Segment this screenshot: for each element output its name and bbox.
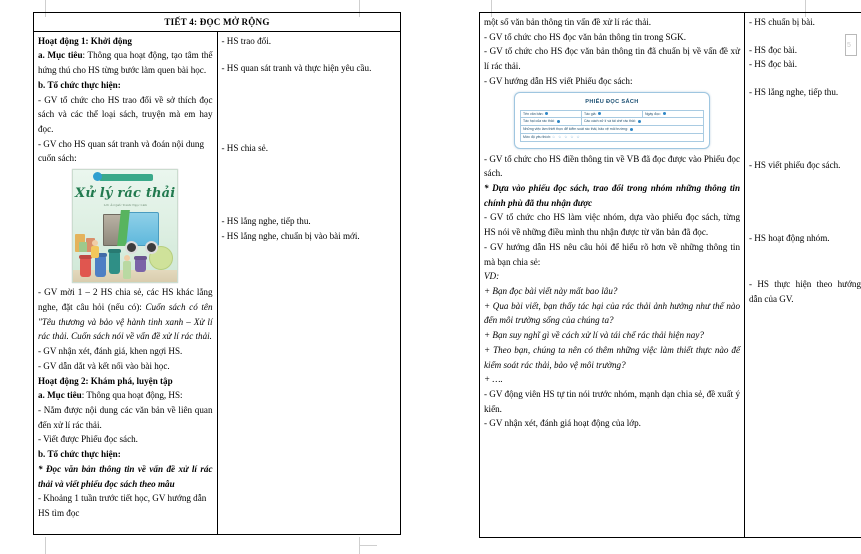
left-line-5: - GV dẫn dắt và kết nối vào bài học. xyxy=(38,360,170,371)
left-line-3-italic: Cuốn sách có tên "Têu thương và bảo vệ hành tinh xanh – Xử lí rác thải. Cuốn sách nói về vấn đề xử lí rác thải. xyxy=(38,301,213,342)
student-action-r1: - HS chuẩn bị bài. xyxy=(749,17,815,27)
student-action-r6: - HS hoạt động nhóm. xyxy=(749,232,830,243)
activity-2-item-2: - Viết được Phiếu đọc sách. xyxy=(38,434,138,445)
student-action-1: - HS trao đổi. xyxy=(221,35,272,46)
activity-1-heading: Hoạt động 1: Khởi động xyxy=(38,35,132,46)
left-main-column xyxy=(34,31,218,534)
goal-2-text: : Thông qua hoạt động, HS: xyxy=(81,390,183,401)
right-line-5: - GV tổ chức cho HS làm việc nhóm, dựa vào phiếu đọc sách, từng HS nói về những điều mình thu nhận được từ văn bản đã đọc. xyxy=(484,212,740,238)
child-figure-a xyxy=(123,255,131,279)
left-line-3 xyxy=(38,285,213,344)
reading-card-title: PHIẾU ĐỌC SÁCH xyxy=(585,98,639,105)
card-field-actions: Những việc làm thiết thực để kiểm soát rác thải, bảo vệ môi trường: xyxy=(521,126,704,134)
organization-2-label: b. Tổ chức thực hiện: xyxy=(38,449,121,460)
page-number-bracket: 5 xyxy=(845,34,857,56)
card-row-2 xyxy=(521,118,704,126)
card-field-title: Tên văn bản: xyxy=(521,110,582,118)
left-line-2: - GV cho HS quan sát tranh và đoán nội dung cuốn sách: xyxy=(38,138,205,164)
student-action-4: - HS lắng nghe, tiếp thu. xyxy=(221,215,311,226)
card-field-methods: Các cách xử lí và tái chế rác thải: xyxy=(582,118,704,126)
student-action-r5: - HS viết phiếu đọc sách. xyxy=(749,159,841,170)
book-cover-figure xyxy=(38,166,213,285)
trash-bin-purple-icon xyxy=(135,259,146,272)
right-line-8: - GV nhận xét, đánh giá hoạt động của lớp. xyxy=(484,418,641,429)
activity-2-goal xyxy=(38,388,213,403)
book-cover-title: Xử lý rác thải xyxy=(75,186,176,202)
card-row-4 xyxy=(521,133,704,141)
goal-text: : Thông qua hoạt động, tạo tâm thế hứng thú cho HS từng bước làm quen bài học. xyxy=(38,50,213,76)
field-dot-icon xyxy=(598,112,601,115)
trash-bin-blue-icon xyxy=(95,256,106,277)
card-field-author: Tác giả: xyxy=(582,110,643,118)
reading-card-grid xyxy=(520,110,704,142)
cover-banner-decor xyxy=(99,174,153,181)
child-figure-b xyxy=(91,240,99,258)
field-dot-icon xyxy=(638,120,641,123)
organization-label: b. Tổ chức thực hiện: xyxy=(38,79,121,90)
example-question-4: + Theo bạn, chúng ta nên có thêm những việc làm thiết thực nào để kiểm soát rác thải, bảo vệ môi trường? xyxy=(484,344,740,370)
card-field-date: Ngày đọc: xyxy=(643,110,704,118)
student-action-5: - HS lắng nghe, chuẩn bị vào bài mới. xyxy=(221,230,360,241)
trash-bin-teal-icon xyxy=(109,252,120,274)
right-line-6: - GV hướng dẫn HS nêu câu hỏi để hiểu rõ hơn về những thông tin mà bạn chia sẻ: xyxy=(484,241,740,267)
student-action-r3: - HS đọc bài. xyxy=(749,59,797,70)
right-main-column xyxy=(480,13,745,538)
card-field-rating: Mức độ yêu thích: ☆ ☆ ☆ ☆ ☆ xyxy=(521,133,704,141)
goal-2-label: a. Mục tiêu xyxy=(38,390,82,401)
field-dot-icon xyxy=(545,112,548,115)
card-row-3 xyxy=(521,126,704,134)
reading-card xyxy=(514,92,710,149)
activity-2-star-line: * Đọc văn bản thông tin về vấn đề xử lí rác thải và viết phiếu đọc sách theo mẫu xyxy=(38,463,213,489)
left-line-3-plain: - GV mời 1 – 2 HS chia sẻ, các HS khác lắng nghe, đặt câu hỏi (nếu có): xyxy=(38,287,213,312)
crop-mark-bottom-left-h xyxy=(360,545,377,546)
activity-2-heading: Hoạt động 2: Khám phá, luyện tập xyxy=(38,375,173,386)
card-row-1 xyxy=(521,110,704,118)
right-line-2: - GV tổ chức cho HS đọc văn bản thông tin đã chuẩn bị về vấn đề xử lí rác thải. xyxy=(484,46,740,72)
example-question-3: + Bạn suy nghĩ gì về cách xử lí và tái chế rác thải hiện nay? xyxy=(484,330,704,341)
student-action-2: - HS quan sát tranh và thực hiện yêu cầu. xyxy=(221,63,372,74)
garbage-truck-icon xyxy=(103,210,167,254)
activity-1-goal xyxy=(38,48,213,77)
right-star-line: * Dựa vào phiếu đọc sách, trao đổi trong nhóm những thông tin chính phù đã thu nhận được xyxy=(484,182,740,208)
right-line-3: - GV hướng dẫn HS viết Phiếu đọc sách: xyxy=(484,75,633,86)
right-lesson-table xyxy=(479,12,861,538)
goal-label: a. Mục tiêu xyxy=(38,50,83,61)
rating-stars-icon: ☆ ☆ ☆ ☆ ☆ xyxy=(552,134,581,139)
example-label: VD: xyxy=(484,271,500,282)
trash-bin-red-icon xyxy=(80,258,91,277)
student-action-r7: - HS thực hiện theo hướng dẫn của GV. xyxy=(749,279,861,305)
left-line-1: - GV tổ chức cho HS trao đổi về sở thích đọc sách và các thể loại sách, truyện mà em hay đọc. xyxy=(38,94,213,135)
field-dot-icon xyxy=(663,112,666,115)
example-question-2: + Qua bài viết, bạn thấy tác hại của rác thải ảnh hưởng như thế nào đến môi trường sống của chúng ta? xyxy=(484,300,740,326)
reading-card-figure xyxy=(484,89,740,152)
student-action-r4: - HS lắng nghe, tiếp thu. xyxy=(749,87,839,98)
left-lesson-table xyxy=(33,12,401,535)
student-action-r2: - HS đọc bài. xyxy=(749,44,797,55)
field-dot-icon xyxy=(630,128,633,131)
student-action-3: - HS chia sẻ. xyxy=(221,143,268,154)
activity-2-item-1: - Nắm được nội dung các văn bản về liên quan đến xử lí rác thải. xyxy=(38,404,213,430)
field-dot-icon xyxy=(557,120,560,123)
left-page xyxy=(33,12,401,535)
right-page xyxy=(479,12,861,538)
right-body-row xyxy=(480,13,861,538)
left-body-row xyxy=(34,31,401,534)
book-cover-image xyxy=(72,169,178,283)
card-field-harms: Tác hại của rác thải: xyxy=(521,118,582,126)
left-title-row xyxy=(34,13,401,32)
left-side-column xyxy=(217,31,401,534)
right-line-1: - GV tổ chức cho HS đọc văn bản thông tin trong SGK. xyxy=(484,31,687,42)
right-line-4: - GV tổ chức cho HS điền thông tin về VB đã đọc được vào Phiếu đọc sách. xyxy=(484,153,740,179)
right-continued-line: một số văn bản thông tin vấn đề xử lí rác thải. xyxy=(484,17,652,27)
page-title: TIẾT 4: ĐỌC MỞ RỘNG xyxy=(34,13,401,32)
left-line-4: - GV nhận xét, đánh giá, khen ngợi HS. xyxy=(38,346,183,357)
crop-mark-bottom-left xyxy=(45,537,46,554)
right-side-column xyxy=(745,13,861,538)
example-question-1: + Bạn đọc bài viết này mất bao lâu? xyxy=(484,285,618,296)
right-line-7: - GV động viên HS tự tin nói trước nhóm, mạnh dạn chia sẻ, đề xuất ý kiến. xyxy=(484,389,740,414)
example-question-5: + …. xyxy=(484,374,503,385)
activity-2-prep-line: - Khoảng 1 tuần trước tiết học, GV hướng dẫn HS tìm đọc xyxy=(38,493,207,518)
book-cover-authors: Lời: Ái Quốc Tranh: Ngọc Linh xyxy=(103,203,147,208)
